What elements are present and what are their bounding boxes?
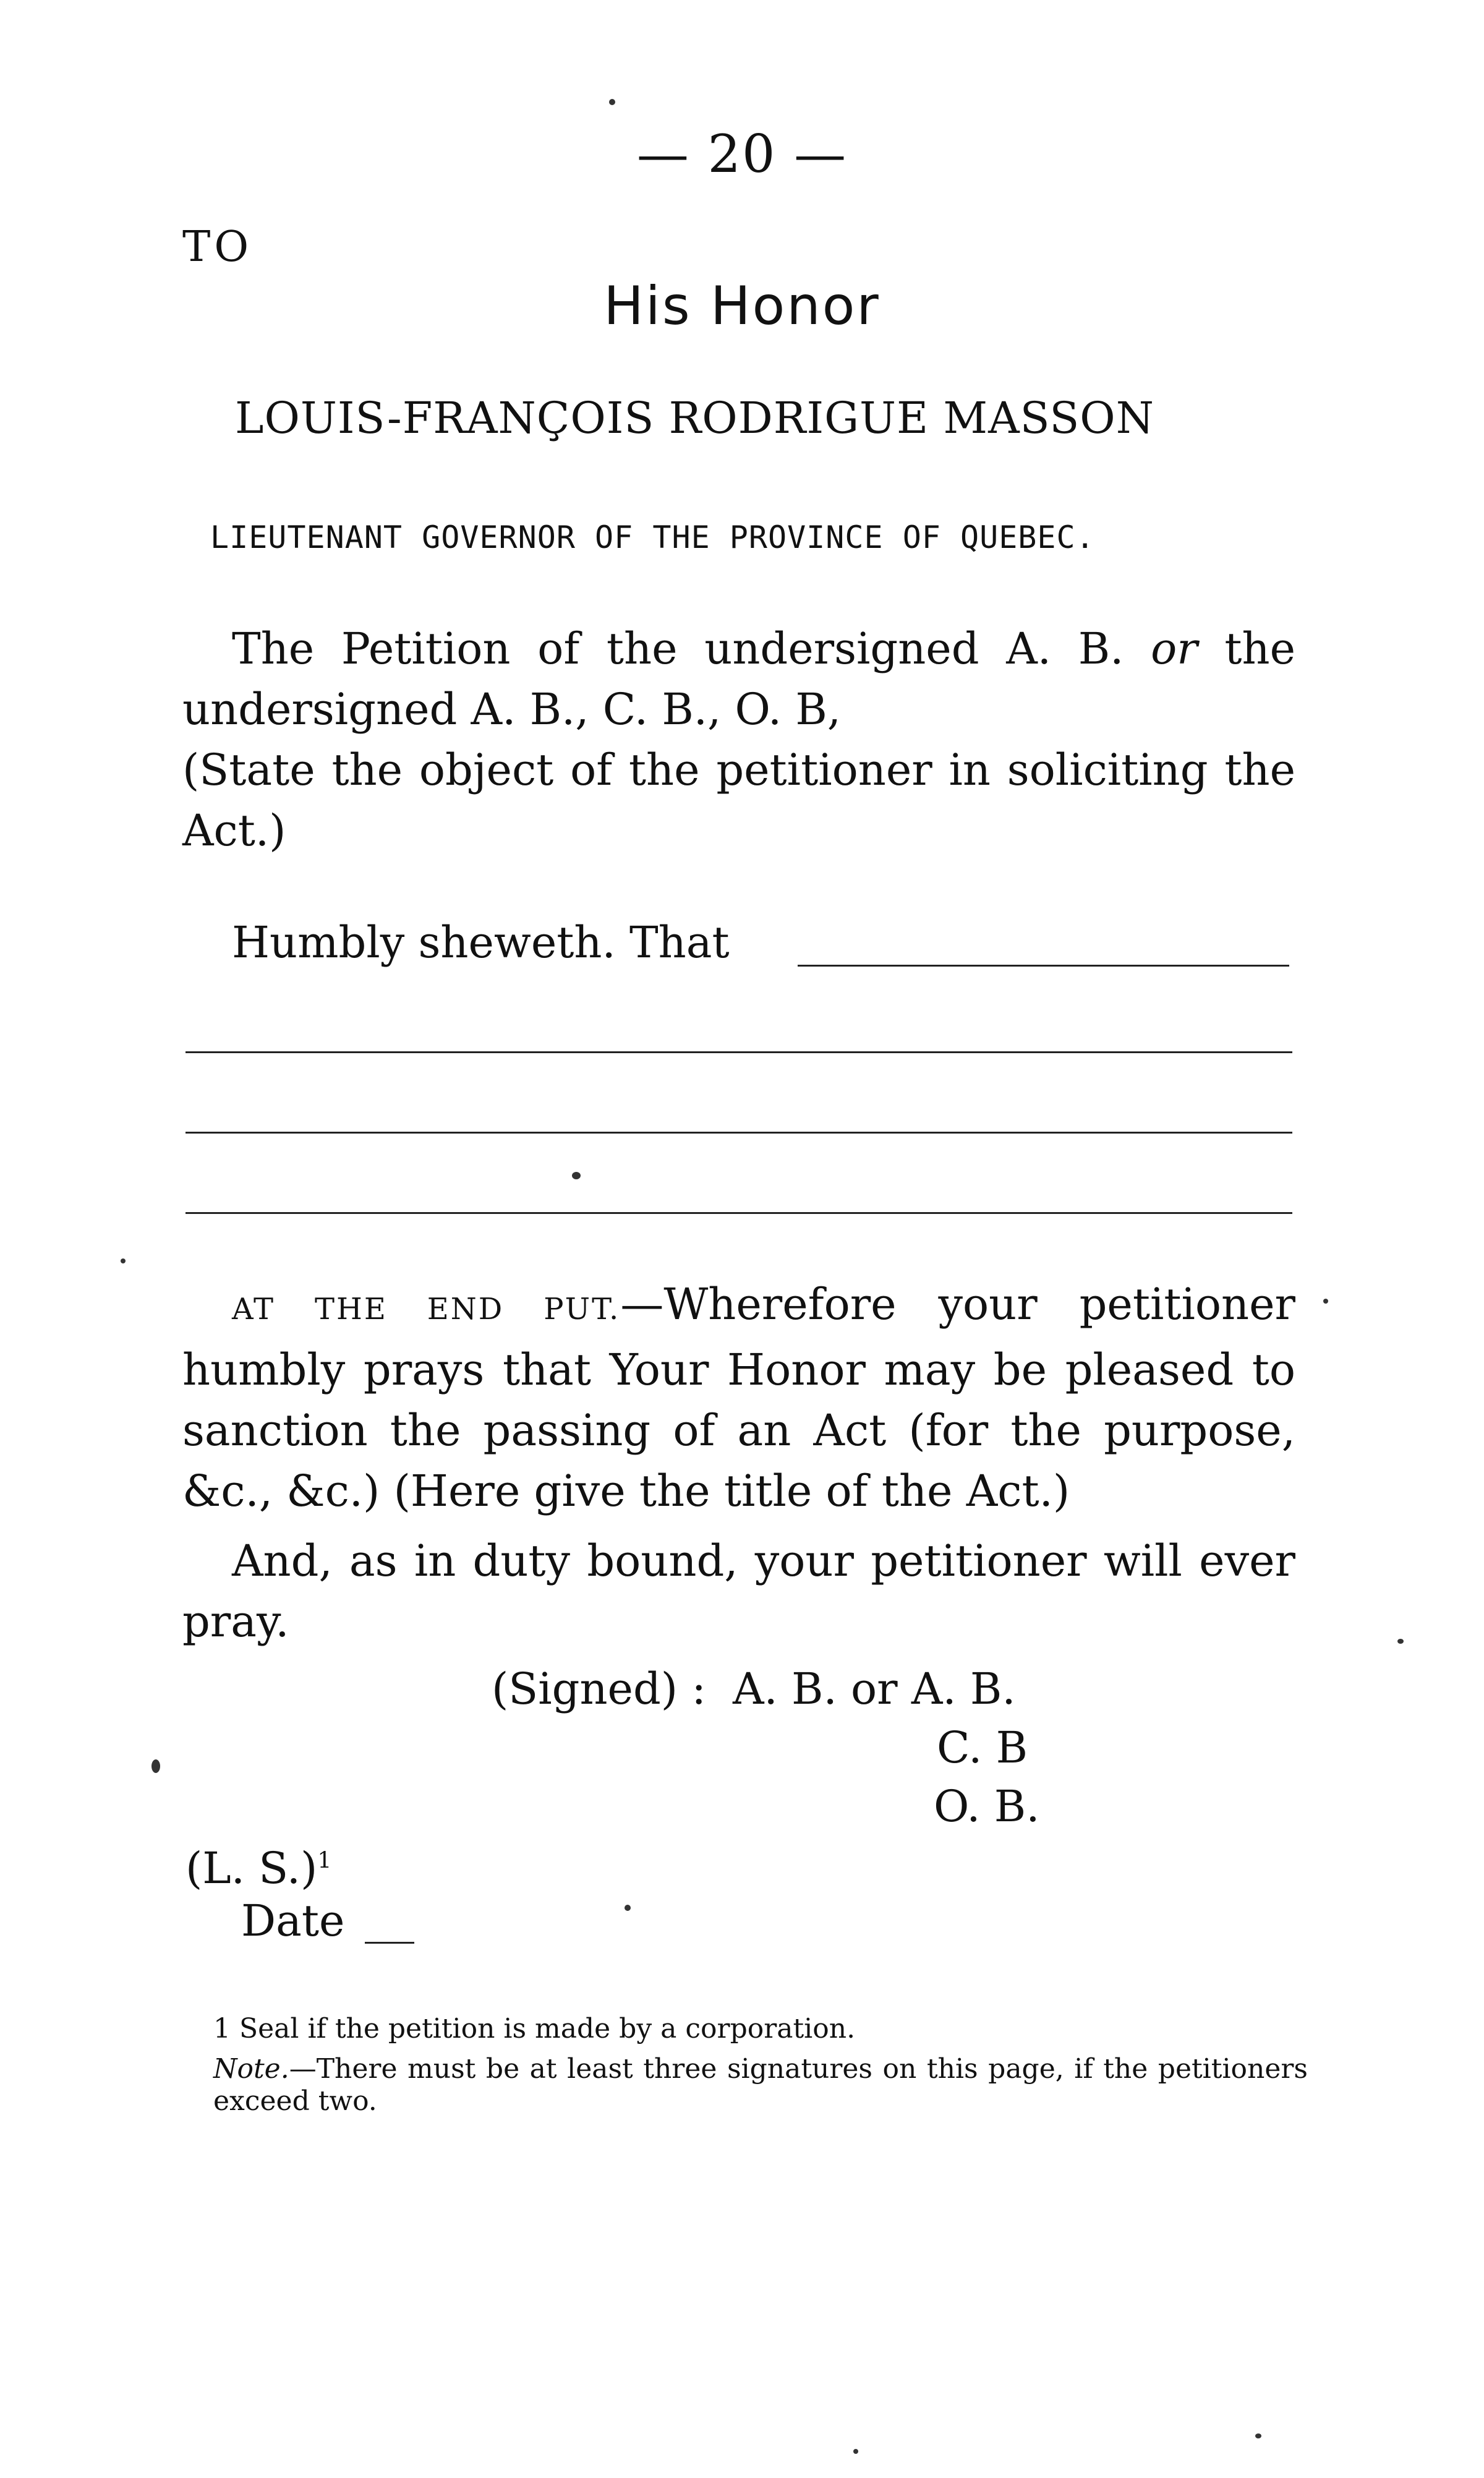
petition-instruction: (State the object of the petitioner in soliciting the Act.) bbox=[182, 745, 1295, 856]
footnote-number: 1 bbox=[213, 2013, 231, 2044]
addressee-title: His Honor bbox=[603, 275, 881, 337]
seal-footnote-marker: 1 bbox=[317, 1848, 332, 1874]
sheweth-line bbox=[182, 912, 730, 973]
duty-text: And, as in duty bound, your petitioner will ever pray. bbox=[182, 1536, 1295, 1647]
scan-speck bbox=[609, 99, 615, 105]
note-label: Note. bbox=[213, 2053, 289, 2085]
date-label: Date bbox=[241, 1895, 345, 1946]
scan-speck bbox=[853, 2449, 858, 2454]
petition-paragraph bbox=[182, 618, 1295, 861]
signature-line-3: O. B. bbox=[934, 1781, 1040, 1832]
seal-text: (L. S.) bbox=[186, 1843, 318, 1894]
fill-in-line-1[interactable] bbox=[798, 965, 1289, 967]
closing-prayer: —Wherefore your petitioner humbly prays that Your Honor may be pleased to sanction the passing of an Act (for the purpose, &c., &c.) (Here give the title of the Act.) bbox=[182, 1279, 1295, 1516]
petition-or: or bbox=[1151, 623, 1198, 674]
note-text: —There must be at least three signatures on this page, if the petitioners exceed two. bbox=[213, 2053, 1308, 2117]
footnote bbox=[213, 2013, 855, 2044]
addressee-office: LIEUTENANT GOVERNOR OF THE PROVINCE OF QUEBEC. bbox=[210, 519, 1095, 555]
fill-in-line-2[interactable] bbox=[186, 1051, 1292, 1053]
scan-speck bbox=[121, 1258, 126, 1263]
to-label: TO bbox=[182, 223, 253, 271]
addressee-name: LOUIS-FRANÇOIS RODRIGUE MASSON bbox=[235, 393, 1154, 443]
petition-opening: The Petition of the undersigned A. B. bbox=[232, 623, 1151, 674]
fill-in-line-4[interactable] bbox=[186, 1212, 1292, 1214]
scan-speck bbox=[1323, 1299, 1328, 1304]
petition-opening-rest: the undersigned A. B., C. B., O. B, bbox=[182, 623, 1296, 735]
signature-line-1: A. B. or A. B. bbox=[733, 1664, 1016, 1714]
signature-line-2: C. B bbox=[937, 1722, 1028, 1773]
page-number: — 20 — bbox=[636, 124, 848, 184]
duty-paragraph bbox=[182, 1531, 1295, 1652]
signed-label: (Signed) : bbox=[492, 1664, 706, 1714]
fill-in-line-3[interactable] bbox=[186, 1132, 1292, 1134]
scan-speck bbox=[625, 1905, 631, 1911]
date-line[interactable] bbox=[365, 1942, 414, 1944]
scan-speck bbox=[1397, 1639, 1404, 1644]
footnote-text: Seal if the petition is made by a corporation. bbox=[239, 2013, 856, 2044]
scan-speck bbox=[572, 1172, 581, 1179]
closing-lead-in: AT THE END PUT. bbox=[232, 1292, 621, 1327]
closing-paragraph bbox=[182, 1274, 1295, 1521]
seal-label bbox=[186, 1843, 331, 1894]
sheweth-text: Humbly sheweth. That bbox=[232, 917, 730, 968]
note bbox=[213, 2053, 1308, 2117]
scan-speck bbox=[151, 1759, 160, 1773]
scan-speck bbox=[1255, 2433, 1261, 2438]
